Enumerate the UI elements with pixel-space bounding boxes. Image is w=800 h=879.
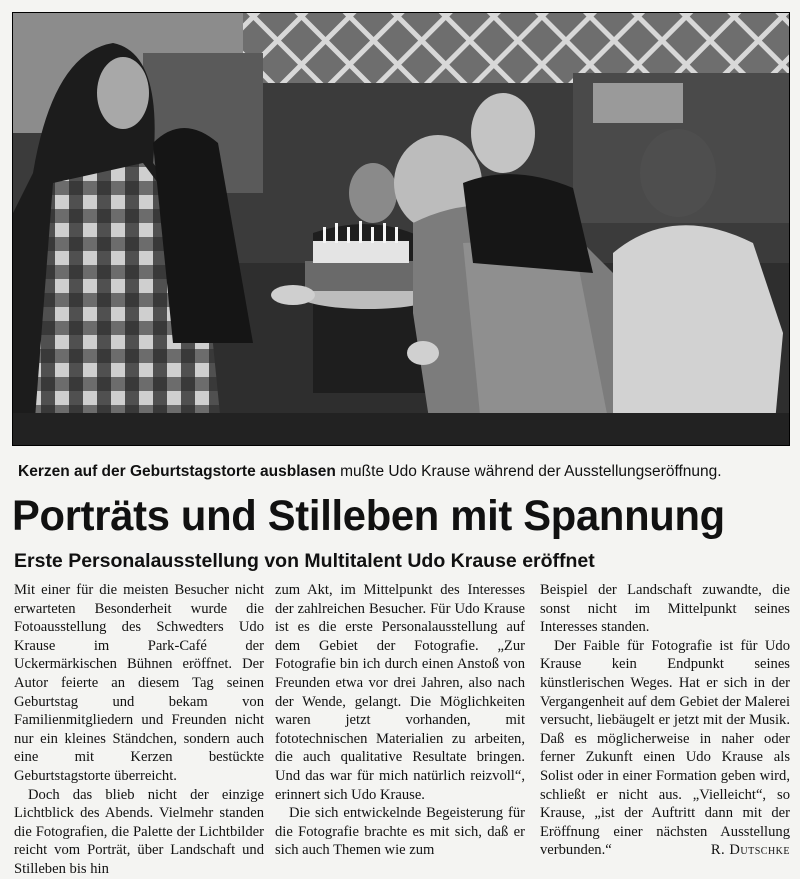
article-column-2 xyxy=(275,581,525,860)
photo-caption xyxy=(18,462,788,481)
article-column-3 xyxy=(540,581,790,860)
article-headline: Porträts und Stilleben mit Spannung xyxy=(12,492,725,540)
paragraph-text: Der Faible für Fotografie ist für Udo Krause kein Endpunkt seines künstlerischen Weges. Hat er sich in der Vergangenheit auf dem Gebiet der Malerei versucht, liebäugelt er jetzt mit der Musik. Daß es möglicherweise in naher oder ferner Zukunft einen Udo Krause als Solist oder in einer Formation geben wird, schließt er nicht aus. „Vielleicht“, so Krause, „ist der Auftritt dann mit der Eröffnung einer nächsten Ausstellung verbunden.“ xyxy=(540,637,790,859)
caption-text: mußte Udo Krause während der Ausstellungseröffnung. xyxy=(335,463,722,480)
photo-party-scene-icon xyxy=(13,13,789,445)
caption-lead: Kerzen auf der Geburtstagstorte ausblasen xyxy=(18,463,336,480)
paragraph: zum Akt, im Mittelpunkt des Interesses der zahlreichen Besucher. Für Udo Krause ist es die erste Personalausstellung auf dem Gebiet der Fotografie. „Zur Fotografie bin ich durch einen Anstoß von Freunden etwa vor drei Jahren, also nach der Wende, gelangt. Die Möglichkeiten waren jetzt vorhanden, mit fototechnischen Materialien zu arbeiten, die auch qualitative Resultate bringen. Und das war für mich natürlich reizvoll“, erinnert sich Udo Krause. xyxy=(275,582,525,803)
paragraph: Mit einer für die meisten Besucher nicht erwarteten Besonderheit wurde die Fotoausstellung des Schwedters Udo Krause im Park-Café der Uckermärkischen Bühnen eröffnet. Der Autor feierte an diesem Tag seinen Geburtstag und bekam von Familienmitgliedern und Freunden nicht nur ein kleines Ständchen, sondern auch eine mit Kerzen bestückte Geburtstagstorte überreicht. xyxy=(14,582,264,784)
paragraph: Beispiel der Landschaft zuwandte, die sonst nicht im Mittelpunkt seines Interesses standen. xyxy=(540,582,790,636)
paragraph xyxy=(540,637,790,860)
paragraph: Die sich entwickelnde Begeisterung für die Fotografie brachte es mit sich, daß er sich auch Themen wie zum xyxy=(275,805,525,859)
article-subheadline: Erste Personalausstellung von Multitalent Udo Krause eröffnet xyxy=(14,550,595,572)
author-byline: R. Dutschke xyxy=(710,842,790,859)
article-column-1 xyxy=(14,581,264,879)
paragraph: Doch das blieb nicht der einzige Lichtblick des Abends. Vielmehr standen die Fotografien, die Palette der Lichtbilder reicht vom Porträt, über Landschaft und Stilleben bis hin xyxy=(14,786,264,877)
news-photo xyxy=(12,12,790,446)
